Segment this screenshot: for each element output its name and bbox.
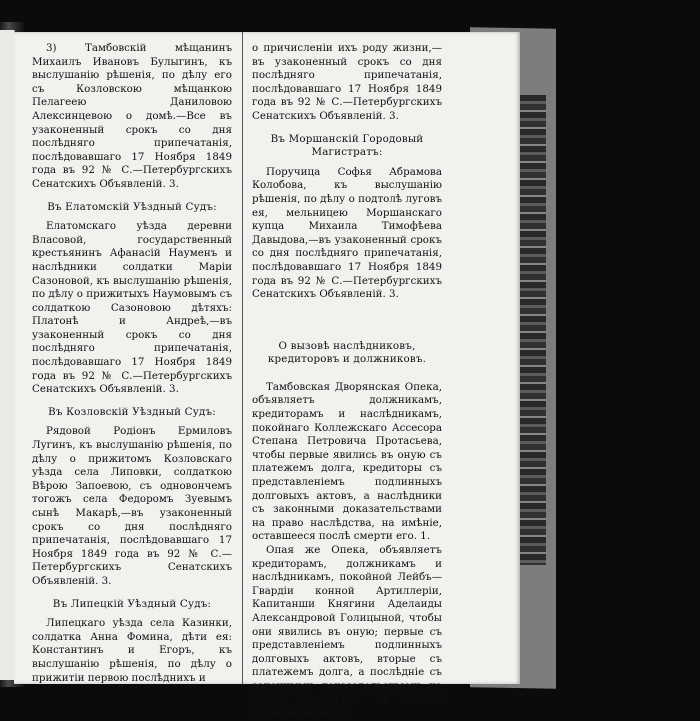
notice-paragraph: Липецкаго уѣзда села Казинки, солдатка Анна Фомина, дѣти ея: Константинъ и Егоръ, къ выслушанію рѣшенія, по дѣлу о прижитіи первою послѣднихъ и [32, 617, 232, 684]
notice-paragraph: Рядовой Родіонъ Ермиловъ Лугинъ, къ выслушанію рѣшенія, по дѣлу о прижитомъ Козловскаго уѣзда села Липовки, солдаткою Вѣрою Запоевою, съ одновончемъ тогожъ села Федоромъ Зуевымъ сынѣ Макарѣ,—въ узаконенный срокъ со дня послѣдняго припечатанія, послѣдовавшаго 17 Ноября 1849 года въ 92 № С.—Петербургскихъ Сенатскихъ Объявленій. 3. [32, 425, 232, 587]
notice-paragraph: Поручица Софья Абрамова Колобова, къ выслушанію рѣшенія, по дѣлу о подтолѣ луговъ ея, мельницею Моршанскаго купца Михаила Тимофѣева Давыдова,—въ узаконенный срокъ со дня послѣдняго припечатанія, послѣдовавшаго 17 Ноября 1849 года въ 92 № С.—Петербургскихъ Сенатскихъ Объявленій. 3. [252, 165, 442, 301]
notice-paragraph: 3) Тамбовскій мѣщанинъ Михаилъ Ивановъ Булыгинъ, къ выслушанію рѣшенія, по дѣлу его съ Козловскою мѣщанкою Пелагеею Даниловою Алексинцевою о домѣ.—Все въ узаконенный срокъ со дня послѣдняго припечатанія, послѣдовавшаго 17 Ноября 1849 года въ 92 № С.—Петербургскихъ Сенатскихъ Объявленій. 3. [32, 42, 232, 190]
court-heading: Въ Липецкій Уѣздный Судъ: [52, 597, 212, 610]
document-page [14, 32, 520, 720]
torn-page-edge [516, 95, 546, 565]
previous-page-edge [0, 30, 15, 680]
notice-paragraph: о причисленіи ихъ роду жизни,—въ узаконенный срокъ со дня послѣдняго припечатанія, послѣдовавшаго 17 Ноября 1849 года въ 92 № С.—Петербургскихъ Сенатскихъ Объявленій. 3. [252, 42, 442, 122]
notice-paragraph: Опая же Опека, объявляетъ кредиторамъ, должникамъ и наслѣдникамъ, покойной Лейбъ—Гвардіи конной Артиллеріи, Капитанши Княгини Аделаиды Александровой Голицыной, чтобы они явились въ оную; первые съ представленіемъ подлинныхъ долговыхъ актовъ, вторые съ платежемъ долга, а послѣдніе съ законными доказательствами на право наслѣдства, на имѣніе, оставшееся послѣ [252, 544, 442, 720]
notice-paragraph: Тамбовская Дворянская Опека, объявляетъ должникамъ, кредиторамъ и наслѣдникамъ, покойнаго Коллежскаго Ассесора Степана Петровича Протасьева, чтобы первые явились въ оную съ платежемъ долга, кредиторы съ представленіемъ подлинныхъ долговыхъ актовъ, а наслѣдники съ законными доказательствами на право наслѣдства, на имѣніе, оставшееся послѣ смерти его. 1. [252, 380, 442, 543]
court-heading: Въ Козловскій Уѣздный Судъ: [48, 405, 216, 418]
left-column [32, 42, 232, 685]
notice-paragraph: Елатомскаго уѣзда деревни Власовой, государственный крестьянинъ Афанасій Науменъ и наслѣдники солдатки Маріи Сазоновой, къ выслушанію рѣшенія, по дѣлу о прижитыхъ Наумовымъ съ солдаткою Сазоновою дѣтяхъ: Платонѣ и Андреѣ,—въ узаконенный срокъ со дня послѣдняго припечатанія, послѣдовавшаго 17 Ноября 1849 года въ 92 № С.—Петербургскихъ Сенатскихъ Объявленій. 3. [32, 220, 232, 396]
column-divider [242, 32, 243, 684]
right-column [252, 42, 442, 721]
court-heading: Въ Моршанскій Городовый Магистратъ: [270, 132, 424, 159]
section-title: О вызовѣ наслѣдниковъ, кредиторовъ и должниковъ. [267, 339, 427, 366]
court-heading: Въ Елатомскій Уѣздный Судъ: [47, 200, 217, 213]
